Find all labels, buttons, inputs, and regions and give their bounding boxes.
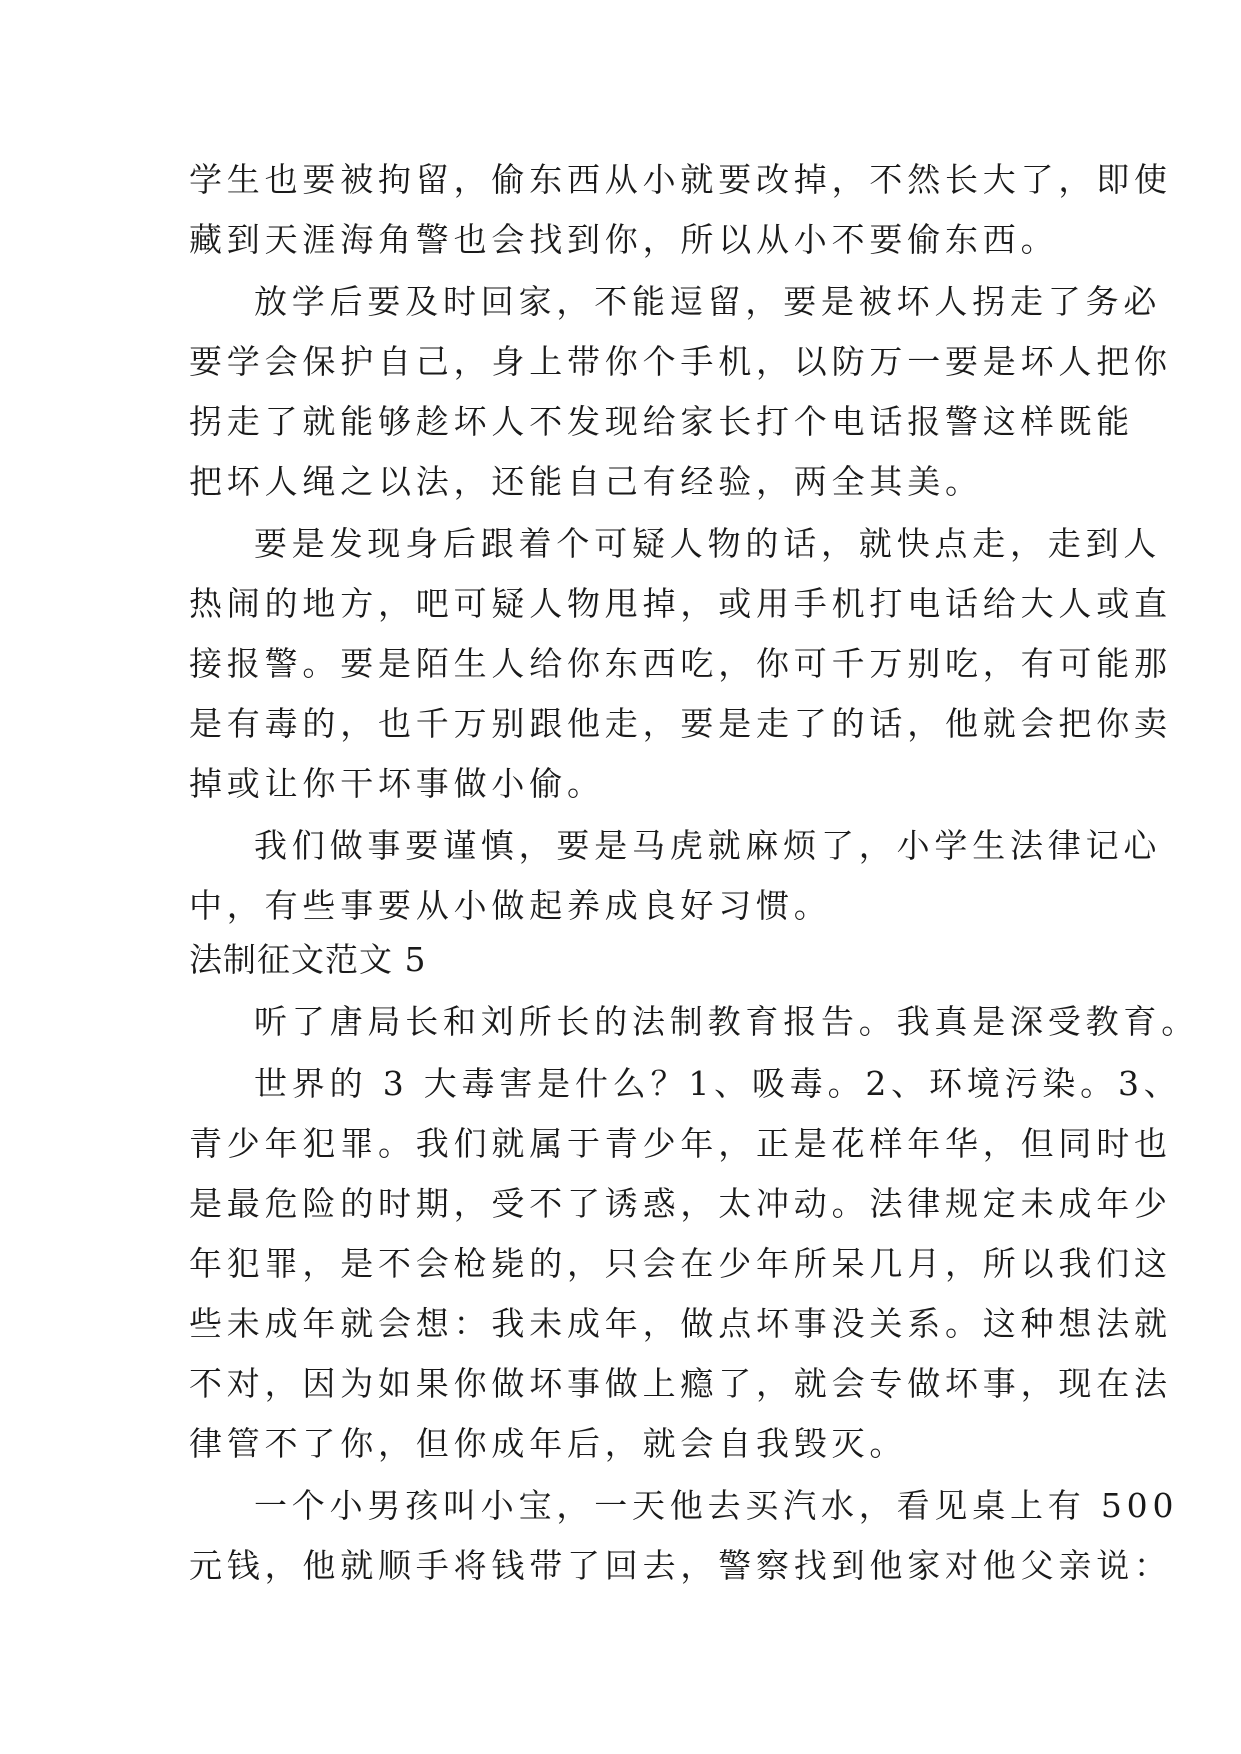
section-heading: 法制征文范文 5 <box>189 940 427 979</box>
paragraph-first-line: 一个小男孩叫小宝，一天他去买汽水，看见桌上有 500 <box>254 1486 1179 1525</box>
text-line: 是有毒的，也千万别跟他走，要是走了的话，他就会把你卖 <box>189 704 1172 743</box>
text-line: 要学会保护自己，身上带你个手机，以防万一要是坏人把你 <box>189 342 1172 381</box>
text-line: 不对，因为如果你做坏事做上瘾了，就会专做坏事，现在法 <box>189 1364 1172 1403</box>
text-line: 热闹的地方，吧可疑人物甩掉，或用手机打电话给大人或直 <box>189 584 1172 623</box>
text-line: 藏到天涯海角警也会找到你，所以从小不要偷东西。 <box>189 220 1059 259</box>
paragraph-first-line: 世界的 3 大毒害是什么？1、吸毒。2、环境污染。3、 <box>254 1064 1182 1103</box>
paragraph-first-line: 听了唐局长和刘所长的法制教育报告。我真是深受教育。 <box>254 1002 1199 1041</box>
text-line: 律管不了你，但你成年后，就会自我毁灭。 <box>189 1424 908 1463</box>
text-line: 青少年犯罪。我们就属于青少年，正是花样年华，但同时也 <box>189 1124 1172 1163</box>
text-line: 接报警。要是陌生人给你东西吃，你可千万别吃，有可能那 <box>189 644 1172 683</box>
text-line: 元钱，他就顺手将钱带了回去，警察找到他家对他父亲说： <box>189 1546 1172 1585</box>
paragraph-first-line: 放学后要及时回家，不能逗留，要是被坏人拐走了务必 <box>254 282 1162 321</box>
text-line: 学生也要被拘留，偷东西从小就要改掉，不然长大了，即使 <box>189 160 1172 199</box>
text-line: 年犯罪，是不会枪毙的，只会在少年所呆几月，所以我们这 <box>189 1244 1172 1283</box>
text-line: 拐走了就能够趁坏人不发现给家长打个电话报警这样既能 <box>189 402 1134 441</box>
paragraph-first-line: 我们做事要谨慎，要是马虎就麻烦了，小学生法律记心 <box>254 826 1162 865</box>
paragraph-first-line: 要是发现身后跟着个可疑人物的话，就快点走，走到人 <box>254 524 1162 563</box>
text-line: 是最危险的时期，受不了诱惑，太冲动。法律规定未成年少 <box>189 1184 1172 1223</box>
text-line: 些未成年就会想：我未成年，做点坏事没关系。这种想法就 <box>189 1304 1172 1343</box>
text-line: 掉或让你干坏事做小偷。 <box>189 764 605 803</box>
text-line: 把坏人绳之以法，还能自己有经验，两全其美。 <box>189 462 983 501</box>
text-line: 中，有些事要从小做起养成良好习惯。 <box>189 886 832 925</box>
